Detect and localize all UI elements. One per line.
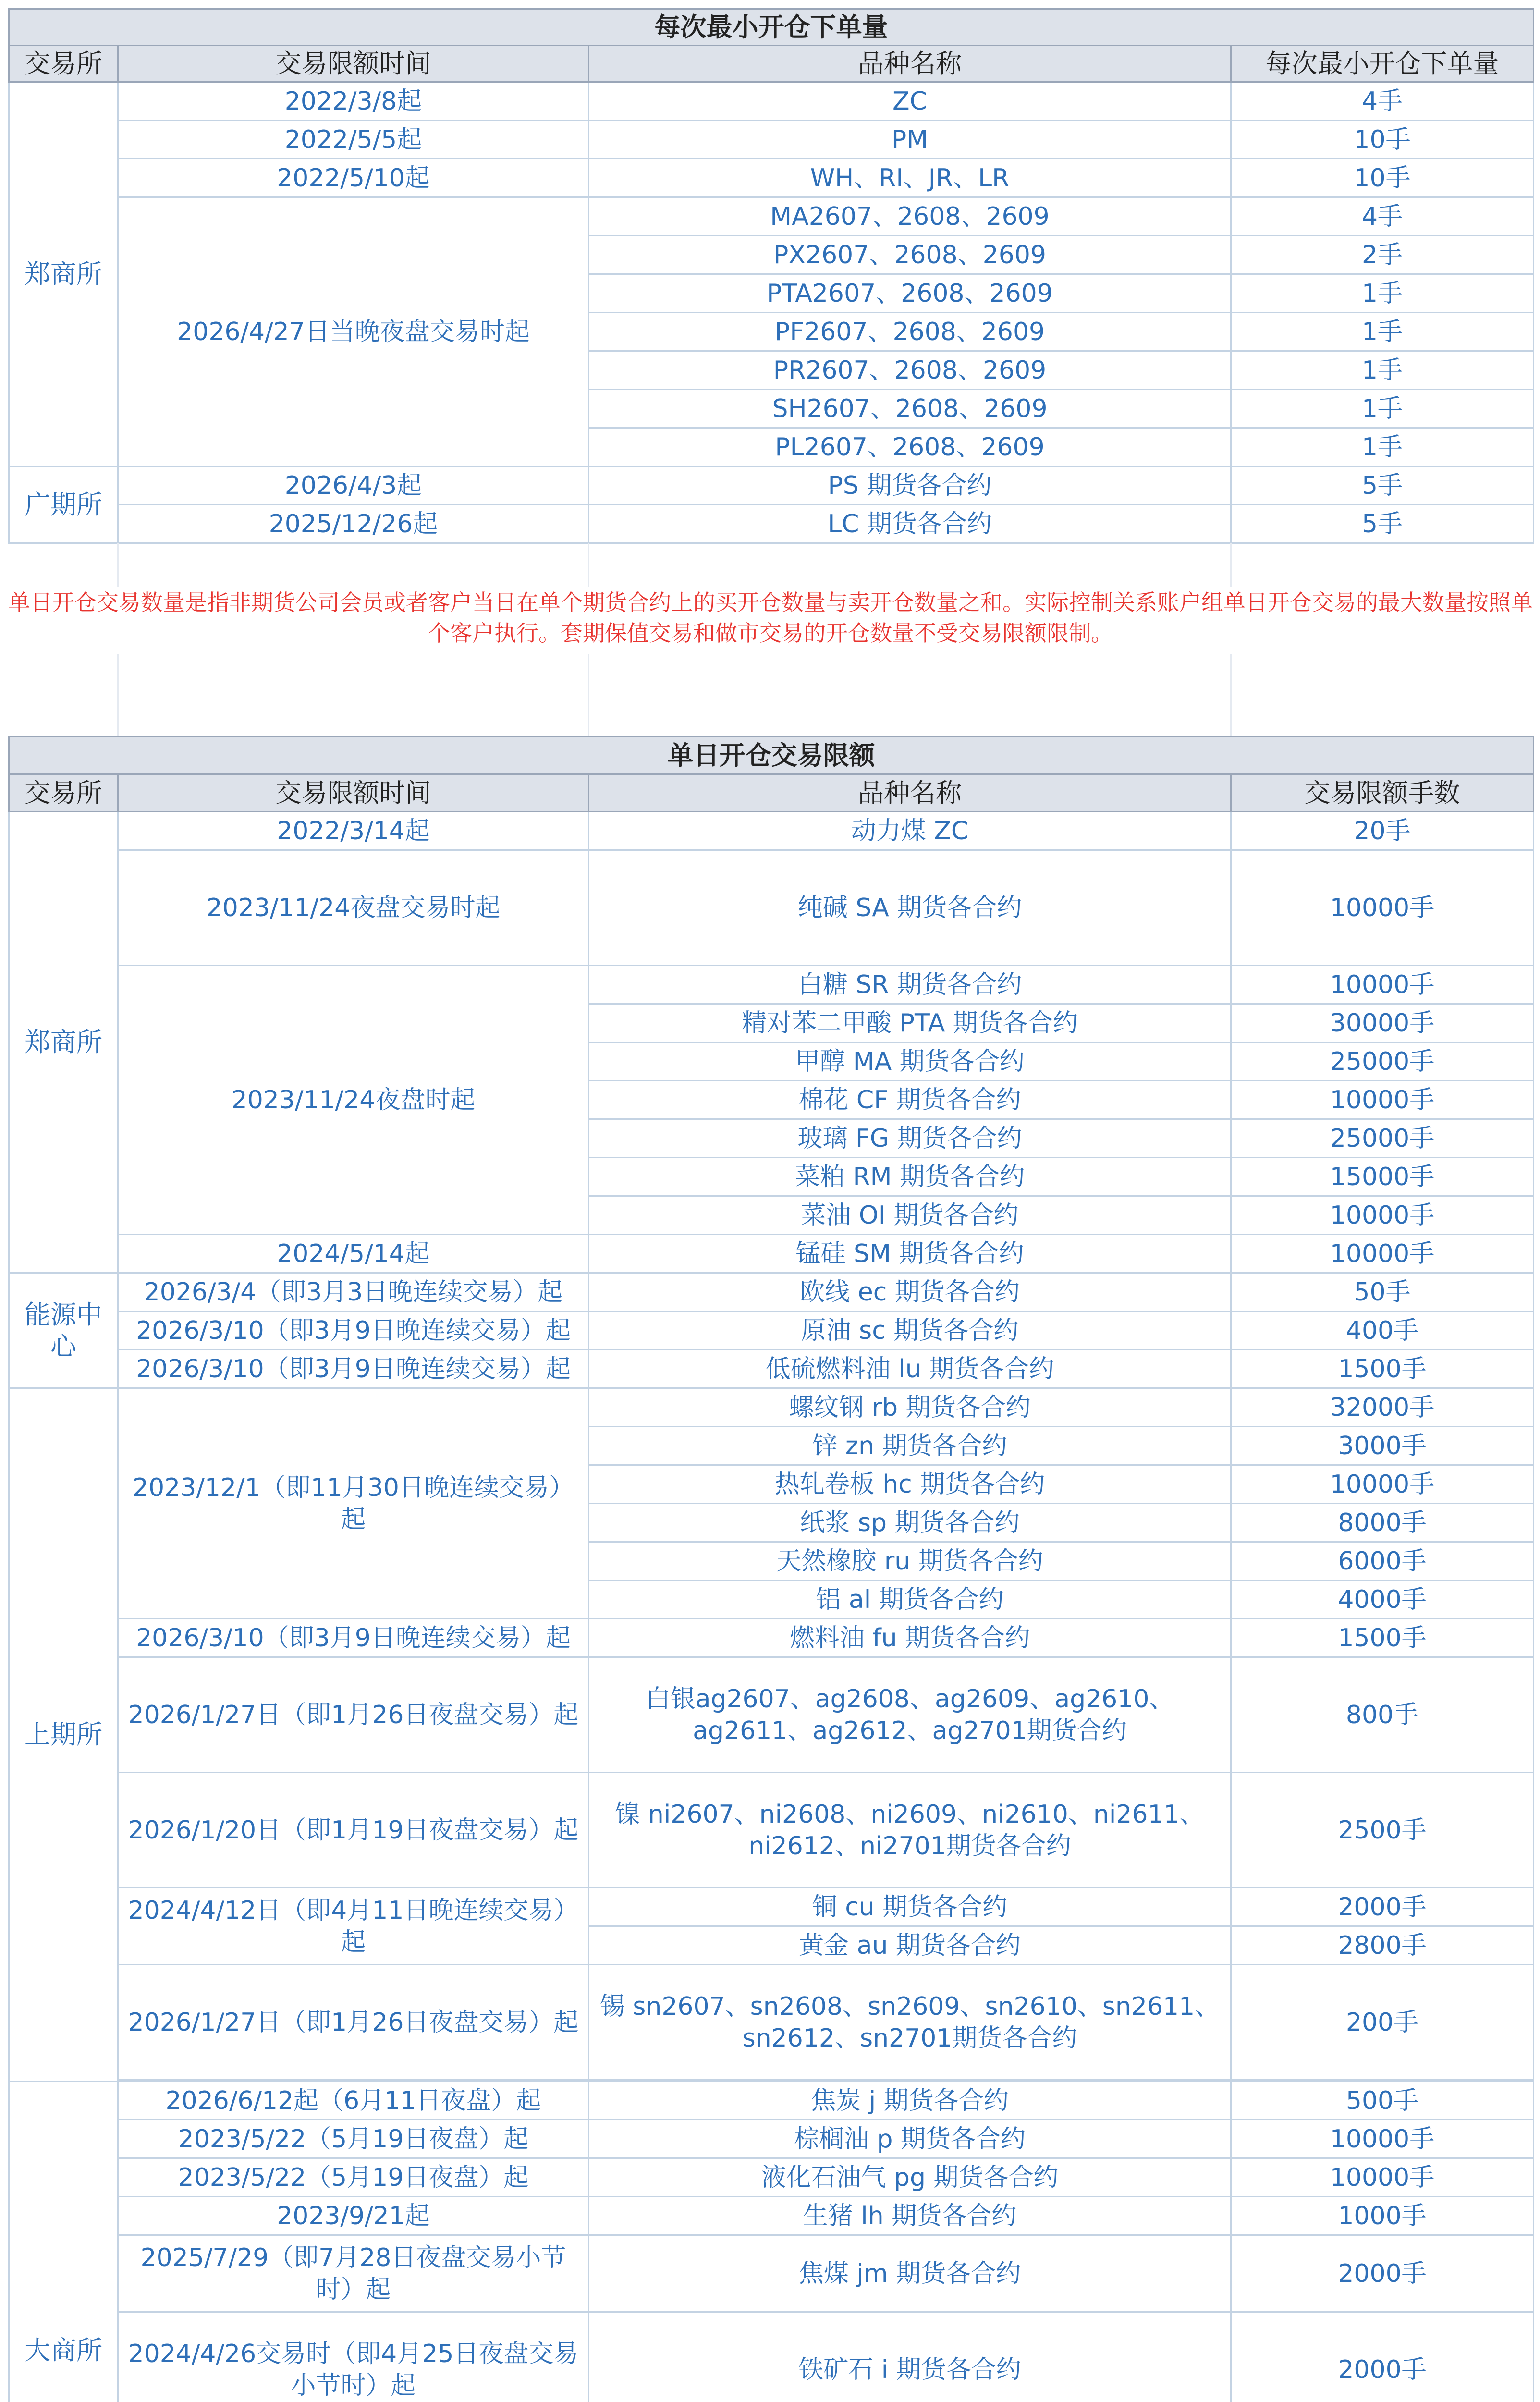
min-order-table: [8, 8, 1534, 544]
time-cell: 2023/11/24夜盘交易时起: [118, 850, 589, 966]
qty-cell: 6000手: [1231, 1542, 1534, 1581]
product-cell: 锡 sn2607、sn2608、sn2609、sn2610、sn2611、sn2612、sn2701期货各合约: [589, 1965, 1231, 2080]
header-product: 品种名称: [589, 774, 1231, 812]
time-cell: 2026/3/4（即3月3日晚连续交易）起: [118, 1273, 589, 1311]
product-cell: 液化石油气 pg 期货各合约: [589, 2158, 1231, 2197]
product-cell: 动力煤 ZC: [589, 812, 1231, 850]
product-cell: ZC: [589, 82, 1231, 121]
qty-cell: 1手: [1231, 351, 1534, 390]
time-cell: 2024/5/14起: [118, 1235, 589, 1273]
product-cell: 黄金 au 期货各合约: [589, 1926, 1231, 1965]
qty-cell: 32000手: [1231, 1388, 1534, 1427]
product-cell: 锌 zn 期货各合约: [589, 1427, 1231, 1465]
qty-cell: 2000手: [1231, 2312, 1534, 2402]
qty-cell: 5手: [1231, 466, 1534, 505]
exchange-cell: 广期所: [9, 466, 118, 543]
qty-cell: 20手: [1231, 812, 1534, 850]
product-cell: LC 期货各合约: [589, 505, 1231, 543]
qty-cell: 10手: [1231, 121, 1534, 159]
spacer-grid: [8, 543, 1533, 587]
qty-cell: 400手: [1231, 1311, 1534, 1350]
product-cell: 燃料油 fu 期货各合约: [589, 1619, 1231, 1657]
product-cell: 低硫燃料油 lu 期货各合约: [589, 1350, 1231, 1388]
product-cell: 螺纹钢 rb 期货各合约: [589, 1388, 1231, 1427]
product-cell: 镍 ni2607、ni2608、ni2609、ni2610、ni2611、ni2612、ni2701期货各合约: [589, 1773, 1231, 1888]
qty-cell: 5手: [1231, 505, 1534, 543]
time-cell: 2026/3/10（即3月9日晚连续交易）起: [118, 1619, 589, 1657]
qty-cell: 10000手: [1231, 1081, 1534, 1119]
product-cell: 铁矿石 i 期货各合约: [589, 2312, 1231, 2402]
qty-cell: 10手: [1231, 159, 1534, 197]
qty-cell: 2手: [1231, 236, 1534, 274]
time-cell: 2023/5/22（5月19日夜盘）起: [118, 2120, 589, 2158]
time-cell: 2022/5/10起: [118, 159, 589, 197]
time-cell: 2026/1/27日（即1月26日夜盘交易）起: [118, 1965, 589, 2080]
qty-cell: 1手: [1231, 428, 1534, 466]
time-cell: 2023/9/21起: [118, 2197, 589, 2235]
header-min-qty: 每次最小开仓下单量: [1231, 46, 1534, 82]
qty-cell: 10000手: [1231, 2120, 1534, 2158]
qty-cell: 2500手: [1231, 1773, 1534, 1888]
product-cell: 白银ag2607、ag2608、ag2609、ag2610、ag2611、ag2612、ag2701期货合约: [589, 1657, 1231, 1773]
time-cell: 2026/1/27日（即1月26日夜盘交易）起: [118, 1657, 589, 1773]
time-cell: 2022/3/14起: [118, 812, 589, 850]
qty-cell: 10000手: [1231, 2158, 1534, 2197]
product-cell: 白糖 SR 期货各合约: [589, 966, 1231, 1004]
product-cell: 纯碱 SA 期货各合约: [589, 850, 1231, 966]
time-cell: 2022/3/8起: [118, 82, 589, 121]
qty-cell: 1500手: [1231, 1350, 1534, 1388]
qty-cell: 1手: [1231, 313, 1534, 351]
header-exchange: 交易所: [9, 46, 118, 82]
product-cell: 纸浆 sp 期货各合约: [589, 1504, 1231, 1542]
product-cell: 精对苯二甲酸 PTA 期货各合约: [589, 1004, 1231, 1042]
qty-cell: 800手: [1231, 1657, 1534, 1773]
header-time: 交易限额时间: [118, 46, 589, 82]
product-cell: 生猪 lh 期货各合约: [589, 2197, 1231, 2235]
qty-cell: 2800手: [1231, 1926, 1534, 1965]
product-cell: 原油 sc 期货各合约: [589, 1311, 1231, 1350]
qty-cell: 2000手: [1231, 1888, 1534, 1926]
header-product: 品种名称: [589, 46, 1231, 82]
product-cell: 菜油 OI 期货各合约: [589, 1196, 1231, 1235]
time-cell: 2026/4/27日当晚夜盘交易时起: [118, 197, 589, 466]
qty-cell: 50手: [1231, 1273, 1534, 1311]
qty-cell: 30000手: [1231, 1004, 1534, 1042]
product-cell: 锰硅 SM 期货各合约: [589, 1235, 1231, 1273]
qty-cell: 4手: [1231, 197, 1534, 236]
product-cell: PR2607、2608、2609: [589, 351, 1231, 390]
product-cell: MA2607、2608、2609: [589, 197, 1231, 236]
product-cell: 天然橡胶 ru 期货各合约: [589, 1542, 1231, 1581]
exchange-cell: 能源中心: [9, 1273, 118, 1388]
exchange-cell: 大商所: [9, 2082, 118, 2402]
qty-cell: 500手: [1231, 2082, 1534, 2120]
qty-cell: 10000手: [1231, 1196, 1534, 1235]
time-cell: 2024/4/12日（即4月11日晚连续交易）起: [118, 1888, 589, 1965]
qty-cell: 8000手: [1231, 1504, 1534, 1542]
product-cell: 棕榈油 p 期货各合约: [589, 2120, 1231, 2158]
daily-limit-title: 单日开仓交易限额: [9, 737, 1534, 774]
header-limit-qty: 交易限额手数: [1231, 774, 1534, 812]
exchange-cell: 郑商所: [9, 82, 118, 466]
time-cell: 2026/3/10（即3月9日晚连续交易）起: [118, 1311, 589, 1350]
product-cell: 欧线 ec 期货各合约: [589, 1273, 1231, 1311]
product-cell: 热轧卷板 hc 期货各合约: [589, 1465, 1231, 1504]
qty-cell: 3000手: [1231, 1427, 1534, 1465]
qty-cell: 25000手: [1231, 1119, 1534, 1158]
qty-cell: 10000手: [1231, 966, 1534, 1004]
time-cell: 2026/1/20日（即1月19日夜盘交易）起: [118, 1773, 589, 1888]
time-cell: 2023/11/24夜盘时起: [118, 966, 589, 1235]
qty-cell: 1500手: [1231, 1619, 1534, 1657]
note-text: 单日开仓交易数量是指非期货公司会员或者客户当日在单个期货合约上的买开仓数量与卖开仓数量之和。实际控制关系账户组单日开仓交易的最大数量按照单个客户执行。套期保值交易和做市交易的开仓数量不受交易限额限制。: [8, 589, 1533, 646]
product-cell: SH2607、2608、2609: [589, 390, 1231, 428]
exchange-cell: 郑商所: [9, 812, 118, 1273]
time-cell: 2024/4/26交易时（即4月25日夜盘交易小节时）起: [118, 2312, 589, 2402]
qty-cell: 10000手: [1231, 850, 1534, 966]
time-cell: 2026/6/12起（6月11日夜盘）起: [118, 2082, 589, 2120]
qty-cell: 25000手: [1231, 1042, 1534, 1081]
product-cell: 焦煤 jm 期货各合约: [589, 2235, 1231, 2312]
time-cell: 2026/3/10（即3月9日晚连续交易）起: [118, 1350, 589, 1388]
time-cell: 2023/12/1（即11月30日晚连续交易）起: [118, 1388, 589, 1619]
product-cell: PX2607、2608、2609: [589, 236, 1231, 274]
product-cell: PTA2607、2608、2609: [589, 274, 1231, 313]
product-cell: 玻璃 FG 期货各合约: [589, 1119, 1231, 1158]
min-order-title: 每次最小开仓下单量: [9, 9, 1534, 46]
qty-cell: 4000手: [1231, 1581, 1534, 1619]
product-cell: 棉花 CF 期货各合约: [589, 1081, 1231, 1119]
daily-limit-table: [8, 736, 1534, 2402]
time-cell: 2026/4/3起: [118, 466, 589, 505]
qty-cell: 1手: [1231, 390, 1534, 428]
qty-cell: 1手: [1231, 274, 1534, 313]
qty-cell: 15000手: [1231, 1158, 1534, 1196]
qty-cell: 10000手: [1231, 1235, 1534, 1273]
product-cell: PM: [589, 121, 1231, 159]
header-exchange: 交易所: [9, 774, 118, 812]
time-cell: 2023/5/22（5月19日夜盘）起: [118, 2158, 589, 2197]
product-cell: 焦炭 j 期货各合约: [589, 2082, 1231, 2120]
product-cell: 铜 cu 期货各合约: [589, 1888, 1231, 1926]
product-cell: 菜粕 RM 期货各合约: [589, 1158, 1231, 1196]
product-cell: PF2607、2608、2609: [589, 313, 1231, 351]
header-time: 交易限额时间: [118, 774, 589, 812]
qty-cell: 200手: [1231, 1965, 1534, 2080]
product-cell: 铝 al 期货各合约: [589, 1581, 1231, 1619]
qty-cell: 2000手: [1231, 2235, 1534, 2312]
qty-cell: 10000手: [1231, 1465, 1534, 1504]
product-cell: WH、RI、JR、LR: [589, 159, 1231, 197]
spacer-grid: [8, 654, 1533, 736]
time-cell: 2022/5/5起: [118, 121, 589, 159]
qty-cell: 1000手: [1231, 2197, 1534, 2235]
product-cell: 甲醇 MA 期货各合约: [589, 1042, 1231, 1081]
qty-cell: 4手: [1231, 82, 1534, 121]
time-cell: 2025/12/26起: [118, 505, 589, 543]
product-cell: PS 期货各合约: [589, 466, 1231, 505]
exchange-cell: 上期所: [9, 1388, 118, 2082]
time-cell: 2025/7/29（即7月28日夜盘交易小节时）起: [118, 2235, 589, 2312]
product-cell: PL2607、2608、2609: [589, 428, 1231, 466]
